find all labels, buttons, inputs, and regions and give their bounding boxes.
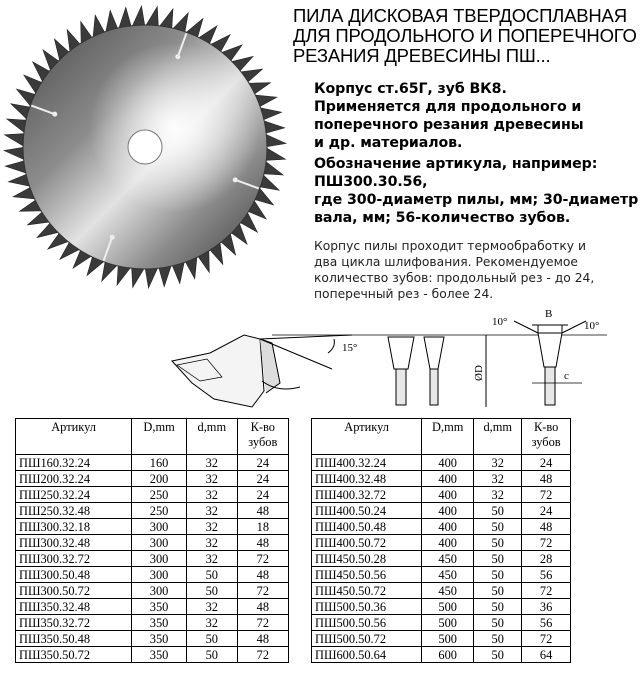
cell-d-inner: 50 <box>474 567 522 583</box>
cell-d-outer: 300 <box>132 583 187 599</box>
cell-d-outer: 160 <box>132 455 187 471</box>
table-row <box>16 583 289 599</box>
cell-d-outer: 350 <box>132 647 187 663</box>
cell-d-outer: 300 <box>132 567 187 583</box>
cell-d-outer: 300 <box>132 519 187 535</box>
tooth-front-view <box>424 337 444 369</box>
article-code-description <box>314 155 640 227</box>
angle-arc <box>328 339 334 353</box>
cell-article: ПШ400.50.72 <box>312 535 422 551</box>
cell-d-inner: 50 <box>474 599 522 615</box>
bevel-line <box>562 321 586 333</box>
table-row <box>16 487 289 503</box>
cell-d-outer: 500 <box>422 615 474 631</box>
angle-line <box>260 335 352 339</box>
cell-d-outer: 250 <box>132 503 187 519</box>
table-row <box>312 487 571 503</box>
angle-10-right-label: 10° <box>584 320 600 332</box>
cell-d-inner: 32 <box>474 487 522 503</box>
table-row <box>312 455 571 471</box>
cell-d-inner: 32 <box>186 455 237 471</box>
desc2-line: ПШ300.30.56, <box>314 174 428 190</box>
table-row <box>16 455 289 471</box>
cell-teeth: 24 <box>237 455 288 471</box>
desc1-line: и др. материалов. <box>314 135 463 151</box>
cell-article: ПШ400.50.24 <box>312 503 422 519</box>
cell-article: ПШ250.32.24 <box>16 487 132 503</box>
cell-d-outer: 200 <box>132 471 187 487</box>
cell-teeth: 24 <box>522 503 571 519</box>
cell-teeth: 18 <box>237 519 288 535</box>
cell-article: ПШ300.50.48 <box>16 567 132 583</box>
cell-d-outer: 350 <box>132 615 187 631</box>
cell-article: ПШ400.32.24 <box>312 455 422 471</box>
table-row <box>16 647 289 663</box>
cell-teeth: 24 <box>237 487 288 503</box>
angle-15-label: 15° <box>342 342 358 354</box>
cell-teeth: 72 <box>522 487 571 503</box>
cell-article: ПШ500.50.72 <box>312 631 422 647</box>
table-row <box>312 503 571 519</box>
material-description <box>314 80 640 152</box>
cell-d-inner: 32 <box>186 503 237 519</box>
table-row <box>16 551 289 567</box>
cell-d-inner: 50 <box>186 647 237 663</box>
cell-article: ПШ350.32.48 <box>16 599 132 615</box>
table-row <box>16 567 289 583</box>
cell-teeth: 48 <box>522 471 571 487</box>
cell-teeth: 28 <box>522 551 571 567</box>
cell-article: ПШ400.32.72 <box>312 487 422 503</box>
cell-article: ПШ450.50.72 <box>312 583 422 599</box>
table-row <box>312 583 571 599</box>
table-row <box>312 471 571 487</box>
cell-d-inner: 50 <box>474 631 522 647</box>
cell-teeth: 72 <box>237 551 288 567</box>
desc3-line: два цикла шлифования. Рекомендуемое <box>314 255 578 269</box>
table-row <box>16 519 289 535</box>
cell-teeth: 72 <box>522 631 571 647</box>
cell-article: ПШ400.50.48 <box>312 519 422 535</box>
cell-teeth: 48 <box>237 631 288 647</box>
cell-article: ПШ500.50.36 <box>312 599 422 615</box>
cell-teeth: 64 <box>522 647 571 663</box>
desc1-line: поперечного резания древесины <box>314 117 584 133</box>
tooth-bevel-view <box>538 333 562 367</box>
cell-article: ПШ450.50.56 <box>312 567 422 583</box>
desc2-line: где 300-диаметр пилы, мм; 30-диаметр <box>314 192 639 208</box>
page-title <box>293 6 638 66</box>
cell-d-inner: 50 <box>186 567 237 583</box>
table-row <box>16 535 289 551</box>
table-row <box>16 615 289 631</box>
cell-d-outer: 600 <box>422 647 474 663</box>
tooth-body-view <box>396 369 406 405</box>
cell-teeth: 72 <box>522 583 571 599</box>
cell-article: ПШ350.50.48 <box>16 631 132 647</box>
tooth-body-view <box>545 367 555 405</box>
table-row <box>16 503 289 519</box>
col-d-outer: D,mm <box>132 419 187 455</box>
cell-teeth: 72 <box>237 647 288 663</box>
cell-article: ПШ500.50.56 <box>312 615 422 631</box>
cell-teeth: 24 <box>522 455 571 471</box>
title-line-3: РЕЗАНИЯ ДРЕВЕСИНЫ ПШ... <box>293 45 551 66</box>
cell-teeth: 36 <box>522 599 571 615</box>
cell-article: ПШ160.32.24 <box>16 455 132 471</box>
cell-d-inner: 50 <box>474 615 522 631</box>
table-body <box>312 455 571 663</box>
cell-d-inner: 50 <box>474 551 522 567</box>
cell-d-inner: 50 <box>474 647 522 663</box>
col-teeth: К-во зубов <box>522 419 571 455</box>
table-row <box>312 535 571 551</box>
clearance-c-label: c <box>564 370 569 382</box>
table-row <box>312 567 571 583</box>
cell-teeth: 48 <box>522 519 571 535</box>
cell-d-outer: 400 <box>422 455 474 471</box>
cell-d-inner: 32 <box>186 519 237 535</box>
cell-article: ПШ200.32.24 <box>16 471 132 487</box>
cell-article: ПШ300.32.72 <box>16 551 132 567</box>
cell-article: ПШ450.50.28 <box>312 551 422 567</box>
arbor-hole <box>128 130 162 164</box>
cell-teeth: 56 <box>522 615 571 631</box>
table-row <box>312 551 571 567</box>
col-article: Артикул <box>16 419 132 455</box>
cell-d-inner: 50 <box>474 583 522 599</box>
cell-d-outer: 450 <box>422 583 474 599</box>
cell-d-outer: 400 <box>422 535 474 551</box>
treatment-description <box>314 238 640 302</box>
desc2-line: вала, мм; 56-количество зубов. <box>314 210 571 226</box>
cell-article: ПШ300.32.48 <box>16 535 132 551</box>
cell-article: ПШ600.50.64 <box>312 647 422 663</box>
title-line-1: ПИЛА ДИСКОВАЯ ТВЕРДОСПЛАВНАЯ <box>293 5 627 26</box>
article-table-left <box>15 418 289 663</box>
cell-teeth: 48 <box>237 567 288 583</box>
cell-d-inner: 50 <box>474 519 522 535</box>
width-b-label: B <box>545 308 553 320</box>
table-row <box>312 599 571 615</box>
tooth-geometry-diagram <box>152 303 612 408</box>
cell-article: ПШ300.32.18 <box>16 519 132 535</box>
cell-teeth: 72 <box>237 583 288 599</box>
cell-teeth: 72 <box>237 615 288 631</box>
cell-teeth: 48 <box>237 599 288 615</box>
cell-d-outer: 350 <box>132 631 187 647</box>
cell-article: ПШ350.32.72 <box>16 615 132 631</box>
col-d-inner: d,mm <box>474 419 522 455</box>
cell-d-outer: 400 <box>422 519 474 535</box>
table-row <box>312 519 571 535</box>
cell-teeth: 24 <box>237 471 288 487</box>
table-body <box>16 455 289 663</box>
cell-teeth: 48 <box>237 535 288 551</box>
cell-d-inner: 32 <box>186 551 237 567</box>
cell-teeth: 72 <box>522 535 571 551</box>
cell-d-outer: 300 <box>132 551 187 567</box>
col-article: Артикул <box>312 419 422 455</box>
bevel-line <box>514 321 538 333</box>
cell-article: ПШ400.32.48 <box>312 471 422 487</box>
cell-d-outer: 450 <box>422 551 474 567</box>
cell-d-outer: 500 <box>422 631 474 647</box>
cell-d-outer: 400 <box>422 471 474 487</box>
cell-d-inner: 32 <box>474 471 522 487</box>
col-d-outer: D,mm <box>422 419 474 455</box>
cell-d-inner: 32 <box>186 535 237 551</box>
article-table-right <box>311 418 571 663</box>
cell-article: ПШ350.50.72 <box>16 647 132 663</box>
cell-d-inner: 50 <box>474 535 522 551</box>
table-row <box>16 471 289 487</box>
cell-teeth: 48 <box>237 503 288 519</box>
cell-d-outer: 300 <box>132 535 187 551</box>
diameter-label: ØD <box>473 365 485 381</box>
angle-10-left-label: 10° <box>492 316 508 328</box>
cell-d-inner: 32 <box>186 471 237 487</box>
cell-article: ПШ300.50.72 <box>16 583 132 599</box>
cell-d-inner: 32 <box>186 487 237 503</box>
saw-blade-image <box>2 4 288 290</box>
table-row <box>16 631 289 647</box>
desc2-line: Обозначение артикула, например: <box>314 156 598 172</box>
cell-d-inner: 32 <box>186 615 237 631</box>
desc3-line: Корпус пилы проходит термообработку и <box>314 239 586 253</box>
cell-teeth: 56 <box>522 567 571 583</box>
cell-d-outer: 250 <box>132 487 187 503</box>
cell-d-outer: 350 <box>132 599 187 615</box>
cell-d-outer: 400 <box>422 503 474 519</box>
title-line-2: ДЛЯ ПРОДОЛЬНОГО И ПОПЕРЕЧНОГО <box>293 25 637 46</box>
desc3-line: количество зубов: продольный рез - до 24, <box>314 271 595 285</box>
desc1-line: Корпус ст.65Г, зуб ВК8. <box>314 81 507 97</box>
table-row <box>16 599 289 615</box>
cell-d-inner: 50 <box>474 503 522 519</box>
cell-d-inner: 50 <box>186 583 237 599</box>
col-d-inner: d,mm <box>186 419 237 455</box>
table-row <box>312 615 571 631</box>
cell-d-inner: 32 <box>186 599 237 615</box>
tooth-front-view <box>388 337 414 369</box>
desc1-line: Применяется для продольного и <box>314 99 582 115</box>
col-teeth: К-во зубов <box>237 419 288 455</box>
cell-d-outer: 500 <box>422 599 474 615</box>
table-row <box>312 631 571 647</box>
cell-d-inner: 32 <box>474 455 522 471</box>
tooth-body-view <box>430 369 438 405</box>
cell-d-outer: 400 <box>422 487 474 503</box>
cell-article: ПШ250.32.48 <box>16 503 132 519</box>
table-row <box>312 647 571 663</box>
desc3-line: поперечный рез - более 24. <box>314 287 494 301</box>
cell-d-outer: 450 <box>422 567 474 583</box>
cell-d-inner: 50 <box>186 631 237 647</box>
